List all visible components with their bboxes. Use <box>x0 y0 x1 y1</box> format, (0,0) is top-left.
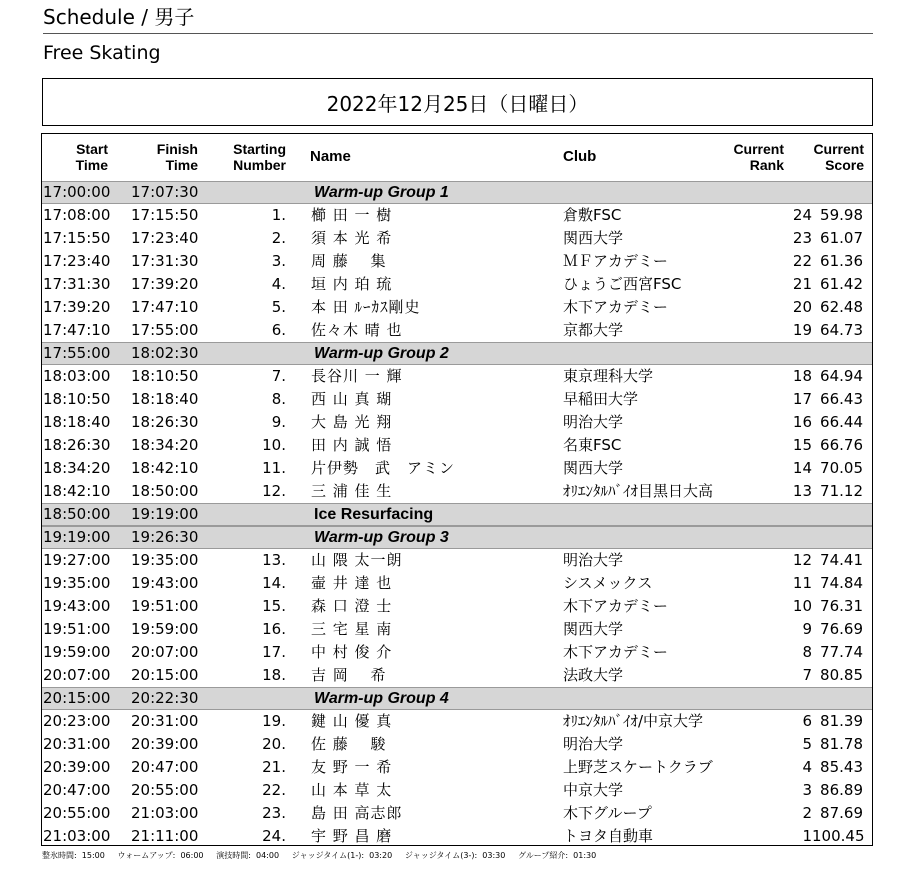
start-time: 20:55:00 <box>43 804 111 822</box>
group-row <box>42 181 872 204</box>
start-time: 19:43:00 <box>43 597 111 615</box>
current-score: 74.84 <box>820 574 863 592</box>
start-time: 17:00:00 <box>43 183 111 201</box>
start-time: 18:10:50 <box>43 390 111 408</box>
skater-name: 山 本 草 太 <box>311 781 393 799</box>
finish-time: 17:47:10 <box>131 298 199 316</box>
group-row <box>42 503 872 526</box>
table-row <box>42 733 872 756</box>
finish-time: 18:42:10 <box>131 459 199 477</box>
current-rank: 14 <box>792 459 812 477</box>
current-score: 66.43 <box>820 390 863 408</box>
skater-name: 佐 藤 駿 <box>311 735 387 753</box>
col-club: Club <box>563 148 597 165</box>
table-row <box>42 756 872 779</box>
start-time: 17:08:00 <box>43 206 111 224</box>
skater-name: 本 田 ﾙｰｶｽ剛史 <box>311 298 421 316</box>
club-name: 木下アカデミー <box>563 298 668 316</box>
starting-number: 14. <box>262 574 286 592</box>
starting-number: 13. <box>262 551 286 569</box>
start-time: 18:26:30 <box>43 436 111 454</box>
starting-number: 12. <box>262 482 286 500</box>
table-row <box>42 273 872 296</box>
finish-time: 20:39:00 <box>131 735 199 753</box>
finish-time: 18:02:30 <box>131 344 199 362</box>
starting-number: 21. <box>262 758 286 776</box>
skater-name: 長谷川 一 輝 <box>311 367 403 385</box>
col-finish-time: Finish Time <box>156 141 198 173</box>
current-rank: 4 <box>802 758 812 776</box>
table-row <box>42 710 872 733</box>
skater-name: 山 隈 太一朗 <box>311 551 403 569</box>
table-row <box>42 549 872 572</box>
current-rank: 19 <box>792 321 812 339</box>
starting-number: 5. <box>271 298 286 316</box>
current-rank: 15 <box>792 436 812 454</box>
finish-time: 21:03:00 <box>131 804 199 822</box>
starting-number: 24. <box>262 827 286 845</box>
skater-name: 三 宅 星 南 <box>311 620 393 638</box>
club-name: ＭＦアカデミー <box>563 252 668 270</box>
current-rank: 7 <box>802 666 812 684</box>
starting-number: 20. <box>262 735 286 753</box>
table-row <box>42 227 872 250</box>
col-start-time: Start Time <box>75 141 108 173</box>
table-header <box>42 134 872 182</box>
current-score: 74.41 <box>820 551 863 569</box>
club-name: 中京大学 <box>563 781 624 799</box>
title-divider <box>43 33 873 34</box>
table-row <box>42 595 872 618</box>
page-title: Schedule / 男子 <box>43 5 195 29</box>
club-name: 倉敷FSC <box>563 206 622 224</box>
starting-number: 22. <box>262 781 286 799</box>
start-time: 19:51:00 <box>43 620 111 638</box>
start-time: 18:50:00 <box>43 505 111 523</box>
club-name: 関西大学 <box>563 459 624 477</box>
start-time: 19:35:00 <box>43 574 111 592</box>
group-row <box>42 687 872 710</box>
skater-name: 吉 岡 希 <box>311 666 387 684</box>
current-rank: 1 <box>802 827 812 845</box>
skater-name: 宇 野 昌 磨 <box>311 827 393 845</box>
starting-number: 16. <box>262 620 286 638</box>
table-row <box>42 319 872 342</box>
start-time: 17:55:00 <box>43 344 111 362</box>
start-time: 19:19:00 <box>43 528 111 546</box>
skater-name: 鍵 山 優 真 <box>311 712 393 730</box>
club-name: ひょうご西宮FSC <box>563 275 682 293</box>
start-time: 19:27:00 <box>43 551 111 569</box>
finish-time: 20:31:00 <box>131 712 199 730</box>
finish-time: 19:35:00 <box>131 551 199 569</box>
starting-number: 4. <box>271 275 286 293</box>
finish-time: 18:50:00 <box>131 482 199 500</box>
current-rank: 23 <box>792 229 812 247</box>
starting-number: 6. <box>271 321 286 339</box>
starting-number: 3. <box>271 252 286 270</box>
current-rank: 24 <box>792 206 812 224</box>
current-score: 61.07 <box>820 229 863 247</box>
current-score: 76.69 <box>820 620 863 638</box>
finish-time: 18:10:50 <box>131 367 199 385</box>
current-score: 66.44 <box>820 413 863 431</box>
table-row <box>42 388 872 411</box>
starting-number: 11. <box>262 459 286 477</box>
group-label: Warm-up Group 3 <box>314 529 449 546</box>
start-time: 19:59:00 <box>43 643 111 661</box>
col-current-score: Current Score <box>813 141 864 173</box>
club-name: 上野芝スケートクラブ <box>563 758 713 776</box>
finish-time: 21:11:00 <box>131 827 199 845</box>
start-time: 18:03:00 <box>43 367 111 385</box>
start-time: 17:47:10 <box>43 321 111 339</box>
current-score: 64.73 <box>820 321 863 339</box>
start-time: 18:34:20 <box>43 459 111 477</box>
club-name: 木下アカデミー <box>563 643 668 661</box>
skater-name: 三 浦 佳 生 <box>311 482 393 500</box>
start-time: 20:31:00 <box>43 735 111 753</box>
current-rank: 21 <box>792 275 812 293</box>
club-name: 明治大学 <box>563 413 624 431</box>
start-time: 20:39:00 <box>43 758 111 776</box>
skater-name: 垣 内 珀 琉 <box>311 275 393 293</box>
current-rank: 16 <box>792 413 812 431</box>
finish-time: 17:31:30 <box>131 252 199 270</box>
club-name: 東京理科大学 <box>563 367 654 385</box>
club-name: 木下グループ <box>563 804 652 822</box>
start-time: 21:03:00 <box>43 827 111 845</box>
starting-number: 23. <box>262 804 286 822</box>
current-score: 81.78 <box>820 735 863 753</box>
start-time: 17:23:40 <box>43 252 111 270</box>
club-name: トヨタ自動車 <box>563 827 654 845</box>
start-time: 17:31:30 <box>43 275 111 293</box>
skater-name: 佐々木 晴 也 <box>311 321 403 339</box>
club-name: 早稲田大学 <box>563 390 639 408</box>
start-time: 18:42:10 <box>43 482 111 500</box>
finish-time: 17:23:40 <box>131 229 199 247</box>
finish-time: 19:59:00 <box>131 620 199 638</box>
col-name: Name <box>310 148 351 165</box>
finish-time: 19:26:30 <box>131 528 199 546</box>
current-rank: 17 <box>792 390 812 408</box>
current-score: 81.39 <box>820 712 863 730</box>
start-time: 17:15:50 <box>43 229 111 247</box>
starting-number: 17. <box>262 643 286 661</box>
current-score: 61.36 <box>820 252 863 270</box>
current-score: 66.76 <box>820 436 863 454</box>
current-rank: 13 <box>792 482 812 500</box>
starting-number: 7. <box>271 367 286 385</box>
current-rank: 2 <box>802 804 812 822</box>
group-label: Warm-up Group 2 <box>314 345 449 362</box>
skater-name: 壷 井 達 也 <box>311 574 393 592</box>
group-label: Ice Resurfacing <box>314 506 434 523</box>
starting-number: 18. <box>262 666 286 684</box>
current-score: 80.85 <box>820 666 863 684</box>
col-starting-number: Starting Number <box>233 141 286 173</box>
current-score: 100.45 <box>812 827 865 845</box>
table-row <box>42 641 872 664</box>
skater-name: 須 本 光 希 <box>311 229 393 247</box>
club-name: ｵﾘｴﾝﾀﾙﾊﾞｲｵ/中京大学 <box>563 712 704 730</box>
finish-time: 19:19:00 <box>131 505 199 523</box>
current-score: 61.42 <box>820 275 863 293</box>
club-name: 法政大学 <box>563 666 624 684</box>
segment-title: Free Skating <box>43 42 161 64</box>
club-name: 京都大学 <box>563 321 624 339</box>
date-banner <box>42 78 873 126</box>
finish-time: 17:39:20 <box>131 275 199 293</box>
finish-time: 20:07:00 <box>131 643 199 661</box>
club-name: 関西大学 <box>563 620 624 638</box>
start-time: 20:15:00 <box>43 689 111 707</box>
finish-time: 17:15:50 <box>131 206 199 224</box>
table-row <box>42 434 872 457</box>
current-score: 59.98 <box>820 206 863 224</box>
club-name: 関西大学 <box>563 229 624 247</box>
current-rank: 20 <box>792 298 812 316</box>
event-date: 2022年12月25日（日曜日） <box>326 91 589 116</box>
table-row <box>42 296 872 319</box>
current-rank: 9 <box>802 620 812 638</box>
finish-time: 20:22:30 <box>131 689 199 707</box>
current-score: 77.74 <box>820 643 863 661</box>
table-row <box>42 572 872 595</box>
start-time: 20:07:00 <box>43 666 111 684</box>
skater-name: 西 山 真 瑚 <box>311 390 393 408</box>
skater-name: 島 田 高志郎 <box>311 804 403 822</box>
table-row <box>42 664 872 687</box>
skater-name: 櫛 田 一 樹 <box>311 206 393 224</box>
table-row <box>42 457 872 480</box>
finish-time: 20:47:00 <box>131 758 199 776</box>
club-name: 木下アカデミー <box>563 597 668 615</box>
finish-time: 18:26:30 <box>131 413 199 431</box>
current-rank: 5 <box>802 735 812 753</box>
group-label: Warm-up Group 1 <box>314 184 449 201</box>
finish-time: 17:07:30 <box>131 183 199 201</box>
current-rank: 10 <box>792 597 812 615</box>
finish-time: 19:43:00 <box>131 574 199 592</box>
start-time: 20:47:00 <box>43 781 111 799</box>
current-rank: 8 <box>802 643 812 661</box>
starting-number: 19. <box>262 712 286 730</box>
current-rank: 3 <box>802 781 812 799</box>
current-score: 76.31 <box>820 597 863 615</box>
club-name: シスメックス <box>563 574 653 592</box>
current-rank: 18 <box>792 367 812 385</box>
finish-time: 19:51:00 <box>131 597 199 615</box>
starting-number: 15. <box>262 597 286 615</box>
skater-name: 大 島 光 翔 <box>311 413 393 431</box>
table-row <box>42 618 872 641</box>
starting-number: 10. <box>262 436 286 454</box>
table-row <box>42 365 872 388</box>
club-name: ｵﾘｴﾝﾀﾙﾊﾞｲｵ目黒日大高 <box>563 482 714 500</box>
timing-footer: 整氷時間: 15:00 ウォームアップ: 06:00 演技時間: 04:00 ジャッジタイム(1-): 03:20 ジャッジタイム(3-): 03:30 グループ紹介: 01:30 <box>42 851 597 860</box>
current-rank: 11 <box>792 574 812 592</box>
current-score: 86.89 <box>820 781 863 799</box>
table-row <box>42 204 872 227</box>
skater-name: 中 村 俊 介 <box>311 643 393 661</box>
starting-number: 8. <box>271 390 286 408</box>
current-score: 87.69 <box>820 804 863 822</box>
group-row <box>42 526 872 549</box>
current-score: 71.12 <box>820 482 863 500</box>
table-row <box>42 411 872 434</box>
skater-name: 田 内 誠 悟 <box>311 436 393 454</box>
table-row <box>42 802 872 825</box>
start-time: 18:18:40 <box>43 413 111 431</box>
finish-time: 18:18:40 <box>131 390 199 408</box>
finish-time: 17:55:00 <box>131 321 199 339</box>
current-score: 85.43 <box>820 758 863 776</box>
schedule-table <box>41 133 873 846</box>
table-body <box>42 181 872 848</box>
skater-name: 友 野 一 希 <box>311 758 393 776</box>
table-row <box>42 480 872 503</box>
finish-time: 20:55:00 <box>131 781 199 799</box>
table-row <box>42 779 872 802</box>
group-label: Warm-up Group 4 <box>314 690 449 707</box>
skater-name: 森 口 澄 士 <box>311 597 393 615</box>
start-time: 17:39:20 <box>43 298 111 316</box>
start-time: 20:23:00 <box>43 712 111 730</box>
current-rank: 12 <box>792 551 812 569</box>
starting-number: 2. <box>271 229 286 247</box>
current-rank: 6 <box>802 712 812 730</box>
current-score: 62.48 <box>820 298 863 316</box>
club-name: 名東FSC <box>563 436 622 454</box>
table-row <box>42 250 872 273</box>
skater-name: 周 藤 集 <box>311 252 387 270</box>
club-name: 明治大学 <box>563 551 624 569</box>
current-rank: 22 <box>792 252 812 270</box>
group-row <box>42 342 872 365</box>
starting-number: 1. <box>271 206 286 224</box>
skater-name: 片伊勢 武 アミン <box>311 459 456 477</box>
club-name: 明治大学 <box>563 735 624 753</box>
finish-time: 20:15:00 <box>131 666 199 684</box>
table-row <box>42 825 872 848</box>
current-score: 64.94 <box>820 367 863 385</box>
col-current-rank: Current Rank <box>733 141 784 173</box>
finish-time: 18:34:20 <box>131 436 199 454</box>
starting-number: 9. <box>271 413 286 431</box>
current-score: 70.05 <box>820 459 863 477</box>
